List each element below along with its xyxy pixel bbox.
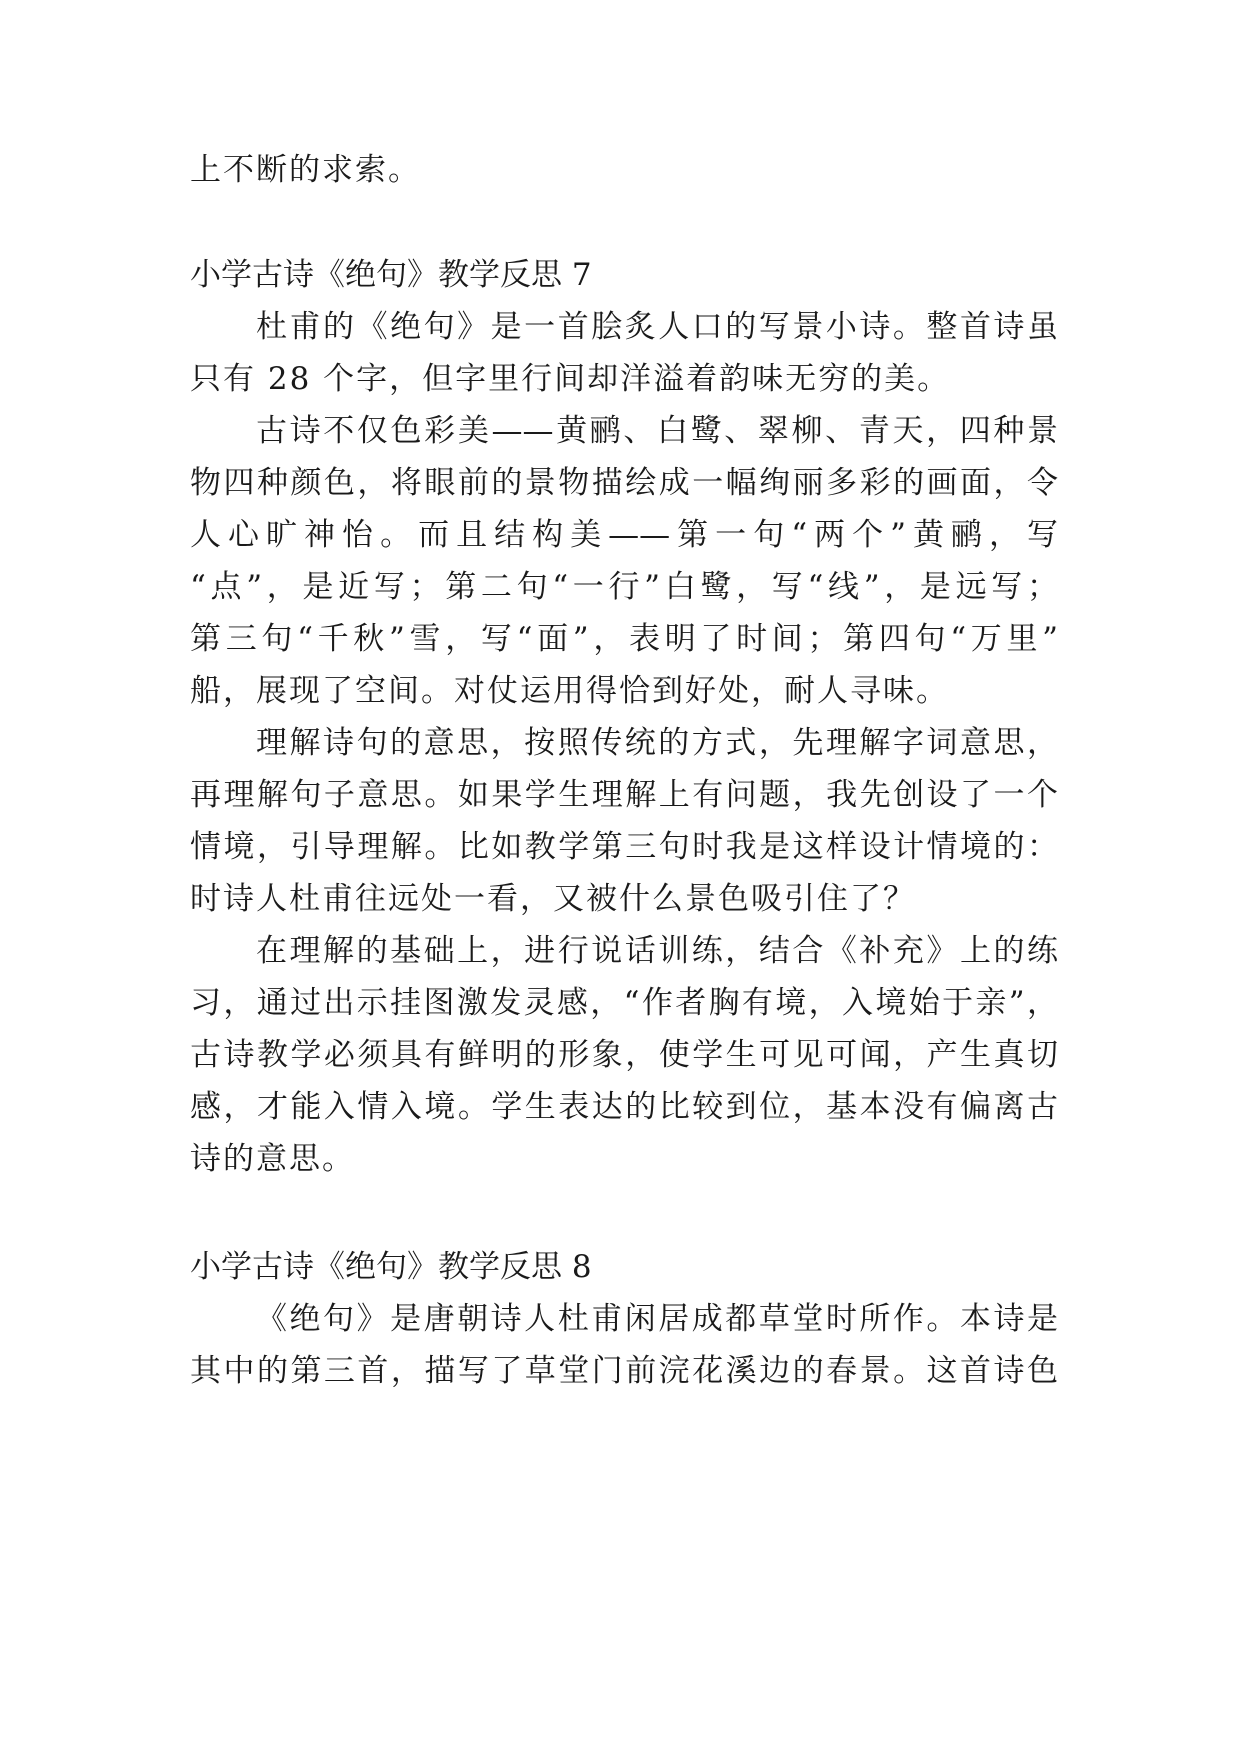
continuation-line: 上不断的求索。	[190, 152, 421, 188]
paragraph-line: 第三句“千秋”雪，写“面”，表明了时间；第四句“万里”	[190, 621, 1058, 657]
paragraph-line: 《绝句》是唐朝诗人杜甫闲居成都草堂时所作。本诗是	[256, 1301, 1058, 1337]
paragraph-line: 船，展现了空间。对仗运用得恰到好处，耐人寻味。	[190, 673, 949, 709]
section-heading-8: 小学古诗《绝句》教学反思 8	[190, 1249, 592, 1285]
paragraph-line: 再理解句子意思。如果学生理解上有问题，我先创设了一个	[190, 777, 1058, 813]
paragraph-line: 其中的第三首，描写了草堂门前浣花溪边的春景。这首诗色	[190, 1353, 1058, 1389]
paragraph-line: 诗的意思。	[190, 1141, 355, 1177]
paragraph-line: 古诗教学必须具有鲜明的形象，使学生可见可闻，产生真切	[190, 1037, 1058, 1073]
paragraph-line: 感，才能入情入境。学生表达的比较到位，基本没有偏离古	[190, 1089, 1058, 1125]
paragraph-line: 人心旷神怡。而且结构美——第一句“两个”黄鹂，写	[190, 517, 1058, 553]
section-heading-7: 小学古诗《绝句》教学反思 7	[190, 257, 592, 293]
paragraph-line: 古诗不仅色彩美——黄鹂、白鹭、翠柳、青天，四种景	[256, 413, 1058, 449]
paragraph-line: “点”，是近写；第二句“一行”白鹭，写“线”，是远写；	[190, 569, 1058, 605]
paragraph-line: 物四种颜色，将眼前的景物描绘成一幅绚丽多彩的画面，令	[190, 465, 1058, 501]
paragraph-line: 时诗人杜甫往远处一看，又被什么景色吸引住了？	[190, 881, 916, 917]
paragraph-line: 理解诗句的意思，按照传统的方式，先理解字词意思，	[256, 725, 1058, 761]
paragraph-line: 在理解的基础上，进行说话训练，结合《补充》上的练	[256, 933, 1058, 969]
paragraph-line: 只有 28 个字，但字里行间却洋溢着韵味无穷的美。	[190, 361, 951, 397]
paragraph-line: 情境，引导理解。比如教学第三句时我是这样设计情境的：	[190, 829, 1058, 865]
paragraph-line: 习，通过出示挂图激发灵感，“作者胸有境，入境始于亲”，	[190, 985, 1058, 1021]
paragraph-line: 杜甫的《绝句》是一首脍炙人口的写景小诗。整首诗虽	[256, 309, 1058, 345]
